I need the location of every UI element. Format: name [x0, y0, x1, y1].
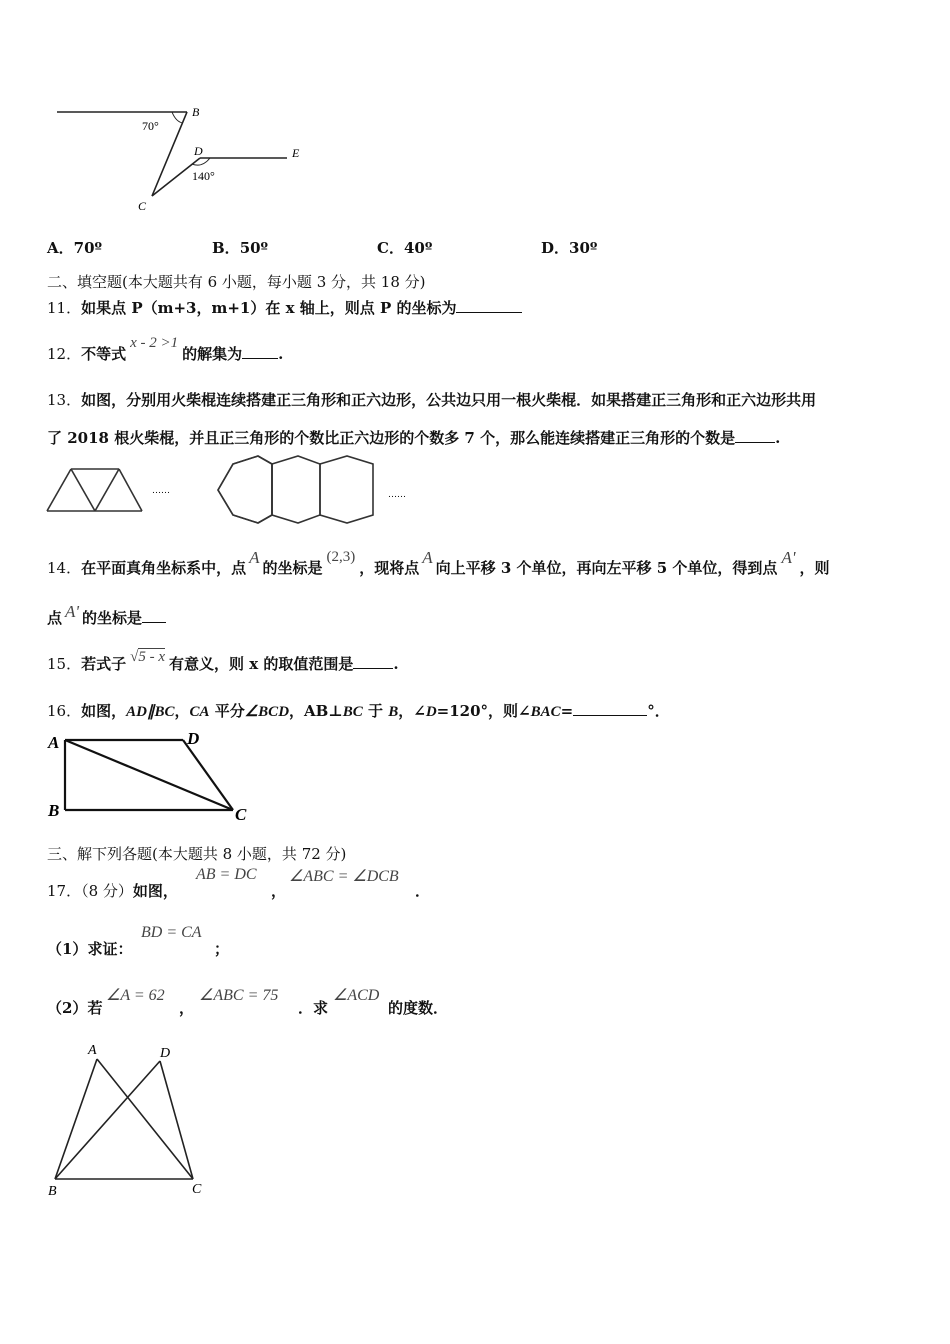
fig17-label-c: C	[192, 1182, 202, 1197]
label-b: B	[192, 105, 200, 119]
fig17-label-a: A	[88, 1043, 97, 1058]
q17: 17．（8 分）如图，	[47, 882, 178, 900]
section3-title: 三、解下列各题(本大题共 8 小题，共 72 分)	[47, 845, 347, 863]
q14-blank[interactable]	[142, 608, 166, 623]
fig16-label-c: C	[235, 805, 247, 824]
angle-70: 70°	[142, 119, 159, 133]
q15-blank[interactable]	[353, 654, 393, 669]
q17-p2-comma: ，	[179, 999, 195, 1017]
figure-matchsticks	[40, 455, 420, 527]
choice-b: B．50º	[212, 239, 269, 257]
label-d: D	[194, 144, 203, 158]
q17-math-1: AB = DC	[196, 866, 257, 883]
q16: 16．如图，AD∥BC，CA 平分∠BCD，AB⊥BC 于 B，∠D=120°，则∠BAC= °．	[47, 702, 670, 720]
q17-comma: ，	[271, 882, 287, 900]
q13-blank[interactable]	[735, 428, 775, 443]
fig17-label-d: D	[160, 1046, 171, 1061]
q17-p2-math3: ∠ACD	[333, 987, 380, 1004]
label-e: E	[292, 146, 300, 160]
dots-2: ……	[388, 489, 406, 499]
q14-line2: 点 A' 的坐标是	[47, 607, 166, 628]
q17-dot: ．	[415, 882, 431, 900]
q12-blank[interactable]	[242, 344, 278, 359]
section2-title: 二、填空题(本大题共有 6 小题，每小题 3 分，共 18 分)	[47, 273, 426, 291]
q17-p2-end: 的度数．	[388, 999, 449, 1017]
q13-line1: 13．如图，分别用火柴棍连续搭建正三角形和正六边形，公共边只用一根火柴棍．如果搭建正三角形和正六边形共用	[47, 391, 817, 409]
q17-part2: （2）若	[47, 999, 103, 1017]
q16-blank[interactable]	[573, 701, 647, 716]
q17-math-2: ∠ABC = ∠DCB	[289, 868, 399, 885]
label-c: C	[138, 199, 147, 213]
sqrt-expression: √5 - x	[130, 649, 165, 665]
q17-p2-math1: ∠A = 62	[106, 987, 165, 1004]
q13-line2: 了 2018 根火柴棍，并且正三角形的个数比正六边形的个数多 7 个，那么能连续搭建正三角形的个数是 .	[47, 429, 781, 447]
choice-a: A．70º	[47, 239, 103, 257]
choice-c: C．40º	[377, 239, 433, 257]
figure-triangles	[42, 1040, 217, 1200]
q14-line1: 14．在平面真角坐标系中，点A的坐标是(2,3)，现将点A向上平移 3 个单位，再向左平移 5 个单位，得到点A'，则	[47, 548, 830, 577]
q17-part1: （1）求证：	[47, 940, 133, 958]
q17-p2-math2: ∠ABC = 75	[199, 987, 279, 1004]
q11: 11．如果点 P（m+3，m+1）在 x 轴上，则点 P 的坐标为	[47, 297, 522, 318]
q17-p2-mid: ．求	[298, 999, 329, 1017]
dots-1: ……	[152, 485, 170, 495]
fig16-label-b: B	[48, 801, 60, 820]
figure-angles	[52, 100, 312, 215]
fig16-label-d: D	[187, 729, 200, 748]
fig16-label-a: A	[48, 733, 60, 752]
q15: 15．若式子 √5 - x 有意义，则 x 的取值范围是 .	[47, 649, 399, 673]
q17-p1-end: ；	[214, 940, 230, 958]
angle-140: 140°	[192, 169, 215, 183]
q11-blank[interactable]	[456, 298, 522, 313]
fig17-label-b: B	[48, 1184, 57, 1199]
choice-d: D．30º	[541, 239, 598, 257]
figure-trapezoid	[45, 728, 265, 824]
q17-p1-math: BD = CA	[141, 924, 202, 941]
q12: 12．不等式x - 2 >1的解集为 .	[47, 335, 284, 363]
